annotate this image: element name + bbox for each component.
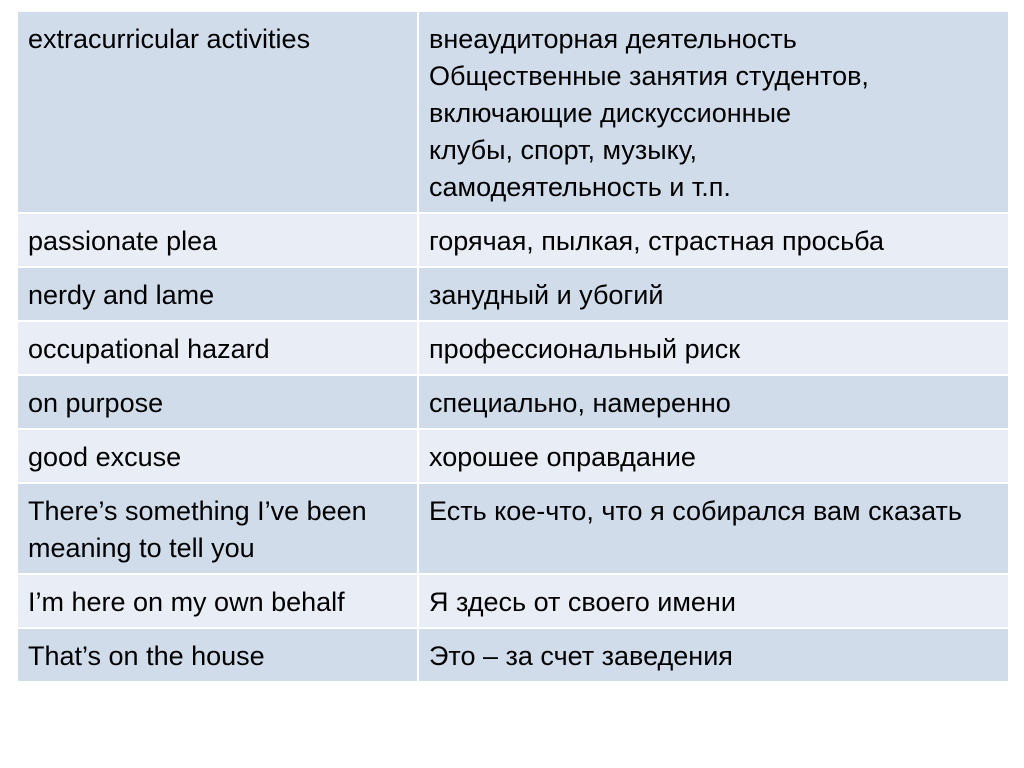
russian-translation: профессиональный риск bbox=[418, 321, 1009, 375]
translation-line: включающие дискуссионные bbox=[429, 98, 792, 128]
english-term: good excuse bbox=[17, 429, 418, 483]
russian-translation bbox=[418, 11, 1009, 213]
table-row bbox=[17, 429, 1009, 483]
table-row bbox=[17, 375, 1009, 429]
table-row bbox=[17, 483, 1009, 574]
english-term: I’m here on my own behalf bbox=[17, 574, 418, 628]
russian-translation: специально, намеренно bbox=[418, 375, 1009, 429]
translation-line: внеаудиторная деятельность bbox=[429, 24, 797, 54]
russian-translation: занудный и убогий bbox=[418, 267, 1009, 321]
table-row bbox=[17, 321, 1009, 375]
russian-translation: Это – за счет заведения bbox=[418, 628, 1009, 682]
table-row bbox=[17, 628, 1009, 682]
english-term: That’s on the house bbox=[17, 628, 418, 682]
english-term: There’s something I’ve been meaning to tell you bbox=[17, 483, 418, 574]
english-term: extracurricular activities bbox=[17, 11, 418, 213]
table-row bbox=[17, 267, 1009, 321]
translation-line: самодеятельность и т.п. bbox=[429, 172, 731, 202]
russian-translation: горячая, пылкая, страстная просьба bbox=[418, 213, 1009, 267]
table-row bbox=[17, 574, 1009, 628]
english-term: passionate plea bbox=[17, 213, 418, 267]
vocabulary-table bbox=[16, 10, 1010, 683]
translation-line: Общественные занятия студентов, bbox=[429, 61, 869, 91]
english-term: on purpose bbox=[17, 375, 418, 429]
table-row bbox=[17, 213, 1009, 267]
translation-line: клубы, спорт, музыку, bbox=[429, 135, 698, 165]
russian-translation: хорошее оправдание bbox=[418, 429, 1009, 483]
russian-translation: Есть кое-что, что я собирался вам сказать bbox=[418, 483, 1009, 574]
english-term: occupational hazard bbox=[17, 321, 418, 375]
table-row bbox=[17, 11, 1009, 213]
russian-translation: Я здесь от своего имени bbox=[418, 574, 1009, 628]
english-term: nerdy and lame bbox=[17, 267, 418, 321]
